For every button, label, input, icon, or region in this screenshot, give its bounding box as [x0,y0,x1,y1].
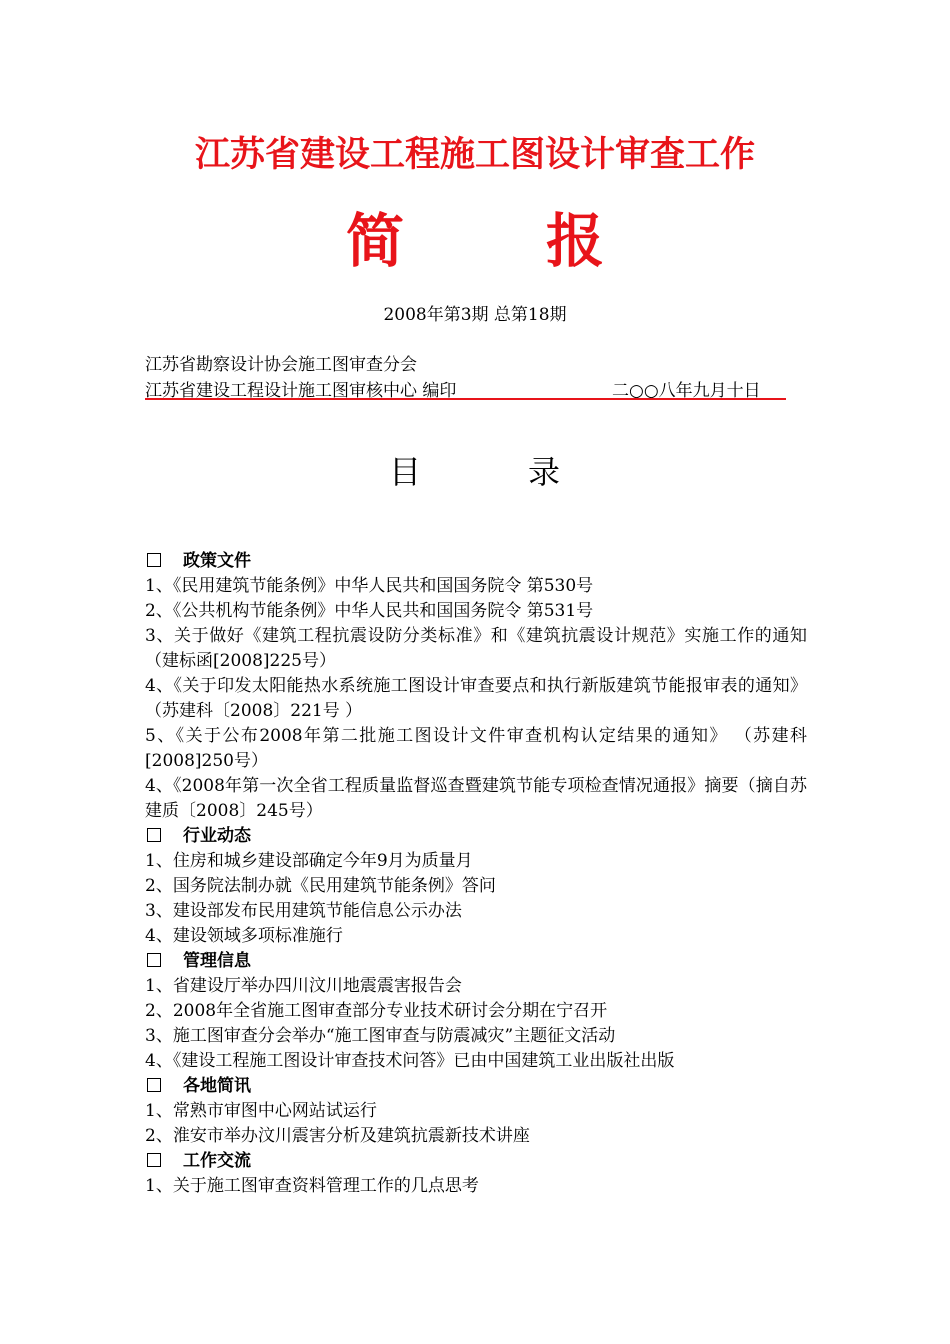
toc-section-heading [145,549,807,574]
toc-section-heading [145,949,807,974]
toc-item: 3、施工图审查分会举办“施工图审查与防震减灾”主题征文活动 [145,1026,616,1046]
toc-item: 1、常熟市审图中心网站试运行 [145,1101,377,1121]
publisher-line-1: 江苏省勘察设计协会施工图审查分会 [145,355,417,375]
bulletin-title-char-jian: 简 [346,207,405,275]
toc-item: 2、《公共机构节能条例》中华人民共和国国务院令 第531号 [145,601,594,621]
toc-item: 5、《关于公布2008年第二批施工图设计文件审查机构认定结果的通知》 （苏建科[2008]250号） [145,726,807,771]
toc-item: 3、建设部发布民用建筑节能信息公示办法 [145,901,462,921]
checkbox-square-icon [147,1153,161,1167]
toc-item: 1、住房和城乡建设部确定今年9月为质量月 [145,851,473,871]
toc-title-char-lu: 录 [528,453,561,491]
toc-section-heading [145,824,807,849]
toc-title-char-mu: 目 [389,453,422,491]
toc-item: 1、关于施工图审查资料管理工作的几点思考 [145,1176,479,1196]
toc-item: 4、《关于印发太阳能热水系统施工图设计审查要点和执行新版建筑节能报审表的通知》 （苏建科〔2008〕221号 ） [145,676,807,721]
toc-section-label: 各地简讯 [183,1076,251,1096]
toc-section-label: 工作交流 [183,1151,251,1171]
bulletin-title: 江苏省建设工程施工图设计审查工作 [194,135,755,175]
toc-item: 2、淮安市举办汶川震害分析及建筑抗震新技术讲座 [145,1126,530,1146]
bulletin-title-char-bao: 报 [546,207,605,275]
publish-date: 二○○八年九月十日 [612,381,761,401]
toc-item: 1、《民用建筑节能条例》中华人民共和国国务院令 第530号 [145,576,594,596]
toc-section-label: 政策文件 [183,551,251,571]
issue-number: 2008年第3期 总第18期 [383,305,567,325]
checkbox-square-icon [147,953,161,967]
toc-item: 4、《2008年第一次全省工程质量监督巡查暨建筑节能专项检查情况通报》摘要（摘自苏建质〔2008〕245号） [145,776,807,821]
checkbox-square-icon [147,1078,161,1092]
toc-section-heading [145,1074,807,1099]
toc-item: 3、关于做好《建筑工程抗震设防分类标准》和《建筑抗震设计规范》实施工作的通知 （建标函[2008]225号） [145,626,807,671]
toc-item: 1、省建设厅举办四川汶川地震震害报告会 [145,976,462,996]
table-of-contents [145,549,807,1199]
toc-item: 4、《建设工程施工图设计审查技术问答》已由中国建筑工业出版社出版 [145,1051,675,1071]
toc-section-label: 管理信息 [183,951,251,971]
toc-item: 4、建设领域多项标准施行 [145,926,343,946]
toc-item: 2、国务院法制办就《民用建筑节能条例》答问 [145,876,496,896]
publisher-line-2: 江苏省建设工程设计施工图审核中心 编印 [145,381,457,401]
header-divider [145,398,786,400]
toc-item: 2、2008年全省施工图审查部分专业技术研讨会分期在宁召开 [145,1001,608,1021]
toc-section-heading [145,1149,807,1174]
toc-section-label: 行业动态 [183,826,251,846]
checkbox-square-icon [147,553,161,567]
checkbox-square-icon [147,828,161,842]
